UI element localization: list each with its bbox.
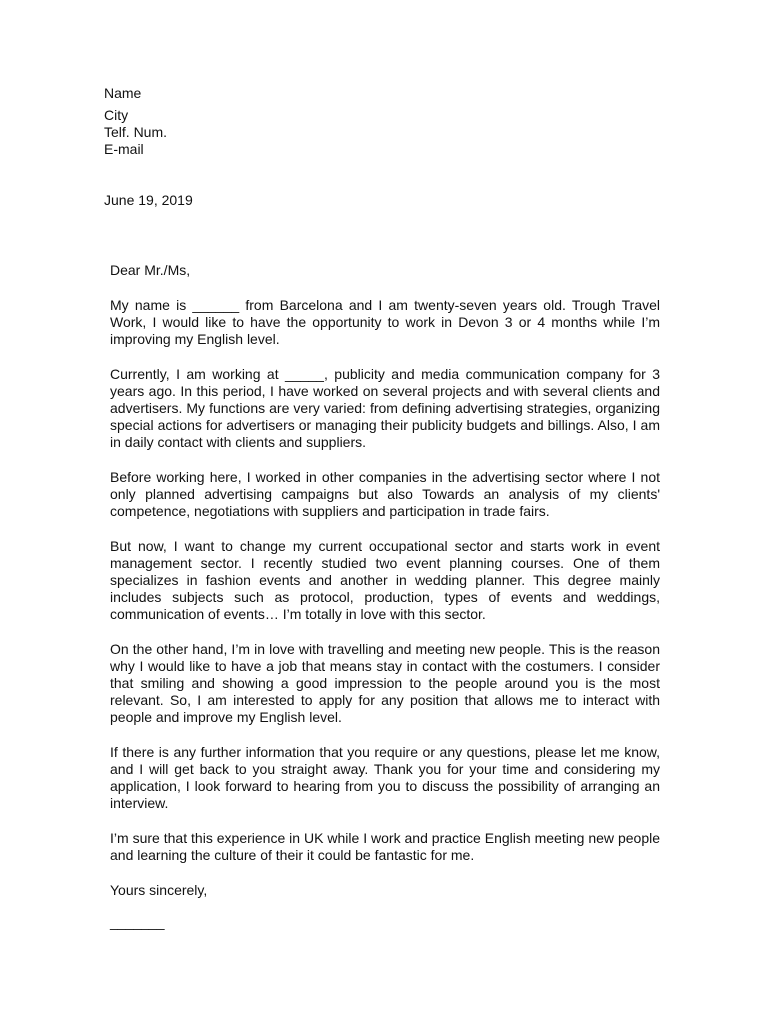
closing: Yours sincerely, <box>110 882 208 898</box>
paragraph-intro: My name is ______ from Barcelona and I am twenty-seven years old. Trough Travel Work, I would like to have the opportunity to work in Devon 3 or 4 months while I’m improving my English level. <box>110 297 660 347</box>
paragraph-conclusion: I’m sure that this experience in UK while I work and practice English meeting new people and learning the culture of their it could be fantastic for me. <box>110 830 660 863</box>
sender-city: City <box>104 107 129 123</box>
paragraph-contact: If there is any further information that you require or any questions, please let me know, and I will get back to you straight away. Thank you for your time and considering my application, I look forward to hearing from you to discuss the possibility of arranging an interview. <box>110 744 660 811</box>
paragraph-career-change: But now, I want to change my current occupational sector and starts work in event management sector. I recently studied two event planning courses. One of them specializes in fashion events and another in wedding planner. This degree mainly includes subjects such as protocol, production, types of events and weddings, communication of events… I’m totally in love with this sector. <box>110 538 660 622</box>
sender-block <box>104 85 167 158</box>
paragraph-motivation: On the other hand, I’m in love with travelling and meeting new people. This is the reason why I would like to have a job that means stay in contact with the costumers. I consider that smiling and showing a good impression to the people around you is the most relevant. So, I am interested to apply for any position that allows me to interact with people and improve my English level. <box>110 641 660 725</box>
sender-phone: Telf. Num. <box>104 124 168 140</box>
salutation: Dear Mr./Ms, <box>110 262 191 278</box>
signature-line: _______ <box>110 914 165 930</box>
sender-name: Name <box>104 85 142 101</box>
paragraph-previous-jobs: Before working here, I worked in other companies in the advertising sector where I not only planned advertising campaigns but also Towards an analysis of my clients' competence, negotiations with suppliers and participation in trade fairs. <box>110 469 660 519</box>
paragraph-current-job: Currently, I am working at _____, publicity and media communication company for 3 years ago. In this period, I have worked on several projects and with several clients and advertisers. My functions are very varied: from defining advertising strategies, organizing special actions for advertisers or managing their publicity budgets and billings. Also, I am in daily contact with clients and suppliers. <box>110 366 660 450</box>
letter-date: June 19, 2019 <box>104 192 193 208</box>
letter-body <box>110 262 660 899</box>
sender-email: E-mail <box>104 141 144 157</box>
